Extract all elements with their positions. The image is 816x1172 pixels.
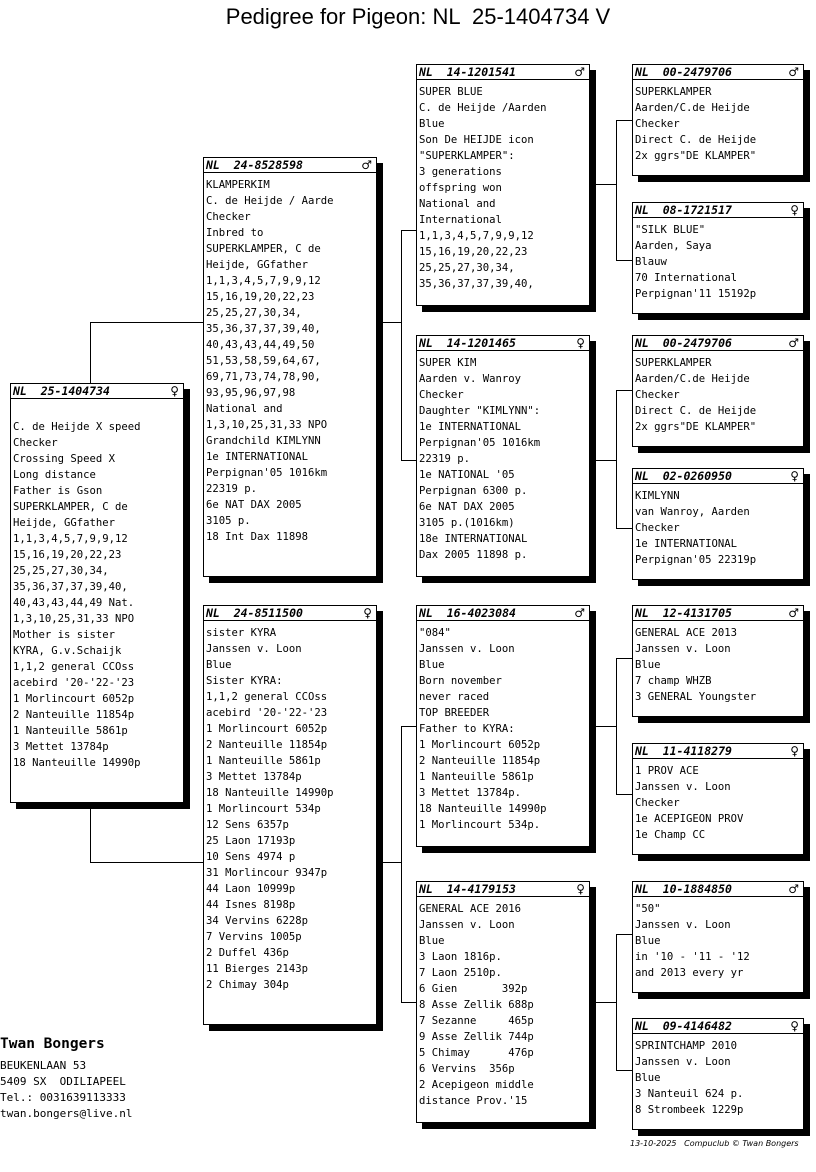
detail-line: 25,25,27,30,34, xyxy=(13,565,109,577)
connector-line xyxy=(616,934,632,935)
pigeon-details xyxy=(633,759,803,843)
pigeon-card-mother xyxy=(203,605,377,1025)
detail-line: 1,1,2 general CCOss xyxy=(13,661,135,673)
ring-number: NL 16-4023084 xyxy=(419,606,516,620)
pigeon-details xyxy=(633,351,803,435)
owner-email: twan.bongers@live.nl xyxy=(0,1107,133,1120)
detail-line: SUPER BLUE xyxy=(419,86,483,98)
detail-line: 6 Vervins 356p xyxy=(419,1063,515,1075)
ring-number: NL 25-1404734 xyxy=(13,384,110,398)
detail-line: 8 Asse Zellik 688p xyxy=(419,999,534,1011)
ring-number-header xyxy=(633,1019,803,1034)
detail-line: Perpignan'05 1016km xyxy=(206,467,328,479)
detail-line: 34 Vervins 6228p xyxy=(206,915,309,927)
pigeon-details xyxy=(633,897,803,981)
detail-line: 1 Morlincourt 6052p xyxy=(206,723,328,735)
connector-line xyxy=(616,120,632,121)
ring-number: NL 11-4118279 xyxy=(635,744,732,758)
pigeon-details xyxy=(633,484,803,568)
detail-line: 44 Isnes 8198p xyxy=(206,899,296,911)
female-symbol-icon: ♀ xyxy=(790,1019,799,1033)
detail-line: Janssen v. Loon xyxy=(206,643,302,655)
detail-line: Father is Gson xyxy=(13,485,103,497)
detail-line: Aarden/C.de Heijde xyxy=(635,102,750,114)
ring-number-header xyxy=(417,65,589,80)
detail-line: Heijde, GGfather xyxy=(13,517,116,529)
detail-line: 1,1,2 general CCOss xyxy=(206,691,328,703)
detail-line: Born november xyxy=(419,675,502,687)
detail-line: 2 Nanteuille 11854p xyxy=(419,755,541,767)
pigeon-card-ggp-3 xyxy=(632,335,804,447)
detail-line: 18 Nanteuille 14990p xyxy=(206,787,334,799)
detail-line: 1 Nanteuille 5861p xyxy=(13,725,128,737)
connector-line xyxy=(596,184,616,185)
detail-line: 93,95,96,97,98 xyxy=(206,387,296,399)
connector-line xyxy=(596,1002,616,1003)
detail-line: Crossing Speed X xyxy=(13,453,116,465)
pigeon-details xyxy=(633,621,803,705)
detail-line: 10 Sens 4974 p xyxy=(206,851,296,863)
connector-line xyxy=(401,230,402,460)
ring-number: NL 14-1201465 xyxy=(419,336,516,350)
connector-line xyxy=(616,390,632,391)
detail-line: 69,71,73,74,78,90, xyxy=(206,371,321,383)
male-symbol-icon: ♂ xyxy=(361,158,372,172)
detail-line: offspring won xyxy=(419,182,502,194)
male-symbol-icon: ♂ xyxy=(788,606,799,620)
owner-info xyxy=(0,1034,132,1122)
detail-line: "50" xyxy=(635,903,661,915)
detail-line: Heijde, GGfather xyxy=(206,259,309,271)
detail-line: 22319 p. xyxy=(206,483,258,495)
detail-line: Janssen v. Loon xyxy=(635,781,731,793)
detail-line: National and xyxy=(419,198,496,210)
connector-line xyxy=(616,658,632,659)
detail-line: Checker xyxy=(635,389,680,401)
pigeon-details xyxy=(417,80,589,292)
connector-line xyxy=(90,862,203,863)
detail-line: Checker xyxy=(206,211,251,223)
detail-line: Long distance xyxy=(13,469,96,481)
ring-number: NL 24-8511500 xyxy=(206,606,303,620)
detail-line xyxy=(13,403,183,419)
detail-line: 2x ggrs"DE KLAMPER" xyxy=(635,421,757,433)
detail-line: 1,1,3,4,5,7,9,9,12 xyxy=(419,230,534,242)
ring-number-header xyxy=(417,882,589,897)
female-symbol-icon: ♀ xyxy=(790,469,799,483)
connector-line xyxy=(401,1002,416,1003)
detail-line: 18 Int Dax 11898 xyxy=(206,531,309,543)
detail-line: 11 Bierges 2143p xyxy=(206,963,309,975)
ring-number-header xyxy=(204,606,376,621)
detail-line: Janssen v. Loon xyxy=(635,919,731,931)
pigeon-card-ggp-5 xyxy=(632,605,804,717)
pigeon-details xyxy=(633,80,803,164)
connector-line xyxy=(90,322,91,384)
detail-line: 1 PROV ACE xyxy=(635,765,699,777)
detail-line: and 2013 every yr xyxy=(635,967,744,979)
detail-line: GENERAL ACE 2013 xyxy=(635,627,738,639)
detail-line: 35,36,37,37,39,40, xyxy=(419,278,534,290)
detail-line: Daughter "KIMLYNN": xyxy=(419,405,541,417)
pigeon-details xyxy=(417,621,589,833)
connector-line xyxy=(596,460,616,461)
detail-line: Aarden v. Wanroy xyxy=(419,373,522,385)
detail-line: 35,36,37,37,39,40, xyxy=(206,323,321,335)
detail-line: 1 Morlincourt 6052p xyxy=(419,739,541,751)
detail-line: Perpignan'05 22319p xyxy=(635,554,757,566)
detail-line: KIMLYNN xyxy=(635,490,680,502)
detail-line: Checker xyxy=(635,797,680,809)
detail-line: 3 Mettet 13784p. xyxy=(419,787,522,799)
female-symbol-icon: ♀ xyxy=(790,203,799,217)
detail-line: 8 Strombeek 1229p xyxy=(635,1104,744,1116)
detail-line: Janssen v. Loon xyxy=(419,919,515,931)
detail-line: KYRA, G.v.Schaijk xyxy=(13,645,122,657)
connector-line xyxy=(616,528,632,529)
detail-line: Blue xyxy=(635,935,661,947)
detail-line: 1 Morlincourt 6052p xyxy=(13,693,135,705)
detail-line: never raced xyxy=(419,691,490,703)
owner-address: BEUKENLAAN 53 xyxy=(0,1059,87,1072)
detail-line: 44 Laon 10999p xyxy=(206,883,296,895)
pigeon-card-ggp-8 xyxy=(632,1018,804,1130)
ring-number: NL 12-4131705 xyxy=(635,606,732,620)
pigeon-card-ggp-7 xyxy=(632,881,804,993)
detail-line: 7 Laon 2510p. xyxy=(419,967,502,979)
male-symbol-icon: ♂ xyxy=(788,65,799,79)
detail-line: Father to KYRA: xyxy=(419,723,515,735)
ring-number-header xyxy=(633,606,803,621)
detail-line: 25,25,27,30,34, xyxy=(206,307,302,319)
detail-line: 1 Morlincourt 534p xyxy=(206,803,321,815)
connector-line xyxy=(401,460,416,461)
detail-line: 15,16,19,20,22,23 xyxy=(206,291,315,303)
detail-line: 3 Laon 1816p. xyxy=(419,951,502,963)
ring-number: NL 10-1884850 xyxy=(635,882,732,896)
connector-line xyxy=(616,794,632,795)
detail-line: 2 Acepigeon middle xyxy=(419,1079,534,1091)
detail-line: Blue xyxy=(635,659,661,671)
detail-line: GENERAL ACE 2016 xyxy=(419,903,522,915)
detail-line: Dax 2005 11898 p. xyxy=(419,549,528,561)
detail-line: Mother is sister xyxy=(13,629,116,641)
detail-line: TOP BREEDER xyxy=(419,707,490,719)
detail-line: 2 Chimay 304p xyxy=(206,979,289,991)
detail-line: 40,43,43,44,49 Nat. xyxy=(13,597,135,609)
detail-line: SUPERKLAMPER, C de xyxy=(206,243,321,255)
detail-line: 18 Nanteuille 14990p xyxy=(419,803,547,815)
detail-line: 1e INTERNATIONAL xyxy=(635,538,738,550)
ring-number-header xyxy=(417,336,589,351)
detail-line: Checker xyxy=(13,437,58,449)
detail-line: International xyxy=(419,214,502,226)
connector-line xyxy=(401,230,416,231)
detail-line: SUPERKLAMPER xyxy=(635,86,712,98)
pigeon-card-ggp-1 xyxy=(632,64,804,176)
male-symbol-icon: ♂ xyxy=(788,336,799,350)
detail-line: Blue xyxy=(419,659,445,671)
ring-number: NL 02-0260950 xyxy=(635,469,732,483)
pigeon-details xyxy=(633,218,803,302)
detail-line: 3 GENERAL Youngster xyxy=(635,691,757,703)
pigeon-details xyxy=(204,173,376,545)
male-symbol-icon: ♂ xyxy=(574,65,585,79)
ring-number-header xyxy=(204,158,376,173)
male-symbol-icon: ♂ xyxy=(574,606,585,620)
ring-number: NL 08-1721517 xyxy=(635,203,732,217)
detail-line: SUPERKLAMPER, C de xyxy=(13,501,128,513)
detail-line: 40,43,43,44,49,50 xyxy=(206,339,315,351)
ring-number: NL 24-8528598 xyxy=(206,158,303,172)
detail-line: sister KYRA xyxy=(206,627,277,639)
detail-line: 1e INTERNATIONAL xyxy=(206,451,309,463)
connector-line xyxy=(616,120,617,260)
detail-line: 15,16,19,20,22,23 xyxy=(13,549,122,561)
connector-line xyxy=(90,808,91,862)
detail-line: Direct C. de Heijde xyxy=(635,405,757,417)
detail-line: Aarden, Saya xyxy=(635,240,712,252)
detail-line: acebird '20-'22-'23 xyxy=(13,677,135,689)
detail-line: 7 Sezanne 465p xyxy=(419,1015,534,1027)
pigeon-card-subject xyxy=(10,383,184,803)
detail-line: Checker xyxy=(635,118,680,130)
detail-line: Janssen v. Loon xyxy=(419,643,515,655)
detail-line: in '10 - '11 - '12 xyxy=(635,951,750,963)
pigeon-card-ggp-6 xyxy=(632,743,804,855)
connector-line xyxy=(616,390,617,528)
detail-line: 25,25,27,30,34, xyxy=(419,262,515,274)
connector-line xyxy=(616,260,632,261)
detail-line: 5 Chimay 476p xyxy=(419,1047,534,1059)
pigeon-details xyxy=(633,1034,803,1118)
detail-line: Direct C. de Heijde xyxy=(635,134,757,146)
detail-line: KLAMPERKIM xyxy=(206,179,270,191)
detail-line: "SILK BLUE" xyxy=(635,224,706,236)
detail-line: 7 Vervins 1005p xyxy=(206,931,302,943)
detail-line: Blue xyxy=(419,935,445,947)
detail-line: van Wanroy, Aarden xyxy=(635,506,750,518)
detail-line: 3 Mettet 13784p xyxy=(13,741,109,753)
detail-line: 6e NAT DAX 2005 xyxy=(206,499,302,511)
detail-line: Grandchild KIMLYNN xyxy=(206,435,321,447)
ring-number-header xyxy=(633,882,803,897)
detail-line: distance Prov.'15 xyxy=(419,1095,528,1107)
connector-line xyxy=(383,862,401,863)
detail-line: Sister KYRA: xyxy=(206,675,283,687)
detail-line: 1 Morlincourt 534p. xyxy=(419,819,541,831)
detail-line: Son De HEIJDE icon xyxy=(419,134,534,146)
ring-number: NL 00-2479706 xyxy=(635,65,732,79)
pigeon-card-gm-paternal xyxy=(416,335,590,577)
ring-number-header xyxy=(633,336,803,351)
connector-line xyxy=(616,1070,632,1071)
detail-line: 51,53,58,59,64,67, xyxy=(206,355,321,367)
detail-line: 1 Nanteuille 5861p xyxy=(206,755,321,767)
detail-line: 3105 p.(1016km) xyxy=(419,517,515,529)
female-symbol-icon: ♀ xyxy=(170,384,179,398)
detail-line: 18e INTERNATIONAL xyxy=(419,533,528,545)
pigeon-card-gf-maternal xyxy=(416,605,590,847)
detail-line: 25 Laon 17193p xyxy=(206,835,296,847)
pigeon-details xyxy=(11,399,183,771)
detail-line: 3 Nanteuil 624 p. xyxy=(635,1088,744,1100)
detail-line: C. de Heijde / Aarde xyxy=(206,195,334,207)
detail-line: 1 Nanteuille 5861p xyxy=(419,771,534,783)
detail-line: Janssen v. Loon xyxy=(635,643,731,655)
detail-line: 15,16,19,20,22,23 xyxy=(419,246,528,258)
detail-line: 1,1,3,4,5,7,9,9,12 xyxy=(13,533,128,545)
ring-number-header xyxy=(633,744,803,759)
detail-line: Perpignan 6300 p. xyxy=(419,485,528,497)
ring-number-header xyxy=(417,606,589,621)
pigeon-card-gf-paternal xyxy=(416,64,590,306)
detail-line: 6 Gien 392p xyxy=(419,983,528,995)
pigeon-card-ggp-4 xyxy=(632,468,804,580)
connector-line xyxy=(401,726,402,1002)
ring-number-header xyxy=(633,469,803,484)
detail-line: Blue xyxy=(635,1072,661,1084)
detail-line: Janssen v. Loon xyxy=(635,1056,731,1068)
detail-line: C. de Heijde /Aarden xyxy=(419,102,547,114)
detail-line: C. de Heijde X speed xyxy=(13,421,141,433)
detail-line: 2 Nanteuille 11854p xyxy=(13,709,135,721)
pigeon-details xyxy=(204,621,376,993)
detail-line: Perpignan'11 15192p xyxy=(635,288,757,300)
pigeon-card-ggp-2 xyxy=(632,202,804,314)
detail-line: 2x ggrs"DE KLAMPER" xyxy=(635,150,757,162)
female-symbol-icon: ♀ xyxy=(790,744,799,758)
detail-line: "SUPERKLAMPER": xyxy=(419,150,515,162)
ring-number: NL 14-1201541 xyxy=(419,65,516,79)
detail-line: 1e NATIONAL '05 xyxy=(419,469,515,481)
detail-line: Perpignan'05 1016km xyxy=(419,437,541,449)
detail-line: 1,1,3,4,5,7,9,9,12 xyxy=(206,275,321,287)
ring-number-header xyxy=(11,384,183,399)
ring-number-header xyxy=(633,203,803,218)
detail-line: 70 International xyxy=(635,272,738,284)
detail-line: 9 Asse Zellik 744p xyxy=(419,1031,534,1043)
female-symbol-icon: ♀ xyxy=(363,606,372,620)
pigeon-details xyxy=(417,897,589,1109)
connector-line xyxy=(616,934,617,1070)
detail-line: 3105 p. xyxy=(206,515,251,527)
male-symbol-icon: ♂ xyxy=(788,882,799,896)
ring-number: NL 00-2479706 xyxy=(635,336,732,350)
detail-line: Blue xyxy=(206,659,232,671)
detail-line: SPRINTCHAMP 2010 xyxy=(635,1040,738,1052)
owner-postcode: 5409 SX ODILIAPEEL xyxy=(0,1075,126,1088)
detail-line: Aarden/C.de Heijde xyxy=(635,373,750,385)
detail-line: 7 champ WHZB xyxy=(635,675,712,687)
detail-line: 1e INTERNATIONAL xyxy=(419,421,522,433)
detail-line: 3 Mettet 13784p xyxy=(206,771,302,783)
detail-line: 2 Duffel 436p xyxy=(206,947,289,959)
pigeon-card-father xyxy=(203,157,377,577)
connector-line xyxy=(401,726,416,727)
detail-line: 31 Morlincour 9347p xyxy=(206,867,328,879)
detail-line: Inbred to xyxy=(206,227,264,239)
detail-line: "084" xyxy=(419,627,451,639)
detail-line: 6e NAT DAX 2005 xyxy=(419,501,515,513)
ring-number-header xyxy=(633,65,803,80)
detail-line: 1,3,10,25,31,33 NPO xyxy=(206,419,328,431)
detail-line: acebird '20-'22-'23 xyxy=(206,707,328,719)
footer-credit: 13-10-2025 Compuclub © Twan Bongers xyxy=(630,1139,799,1148)
connector-line xyxy=(616,658,617,794)
connector-line xyxy=(596,726,616,727)
connector-line xyxy=(383,322,401,323)
pigeon-details xyxy=(417,351,589,563)
detail-line: Checker xyxy=(635,522,680,534)
detail-line: 18 Nanteuille 14990p xyxy=(13,757,141,769)
detail-line: 1,3,10,25,31,33 NPO xyxy=(13,613,135,625)
ring-number: NL 09-4146482 xyxy=(635,1019,732,1033)
detail-line: Blue xyxy=(419,118,445,130)
detail-line: 2 Nanteuille 11854p xyxy=(206,739,328,751)
connector-line xyxy=(90,322,203,323)
pigeon-card-gm-maternal xyxy=(416,881,590,1123)
detail-line: 12 Sens 6357p xyxy=(206,819,289,831)
detail-line: National and xyxy=(206,403,283,415)
female-symbol-icon: ♀ xyxy=(576,336,585,350)
owner-phone: Tel.: 0031639113333 xyxy=(0,1091,126,1104)
page-title: Pedigree for Pigeon: NL 25-1404734 V xyxy=(225,4,611,29)
detail-line: SUPER KIM xyxy=(419,357,477,369)
owner-name: Twan Bongers xyxy=(0,1036,105,1052)
detail-line: 22319 p. xyxy=(419,453,471,465)
ring-number: NL 14-4179153 xyxy=(419,882,516,896)
detail-line: SUPERKLAMPER xyxy=(635,357,712,369)
detail-line: 1e ACEPIGEON PROV xyxy=(635,813,744,825)
detail-line: Blauw xyxy=(635,256,667,268)
detail-line: Checker xyxy=(419,389,464,401)
detail-line: 35,36,37,37,39,40, xyxy=(13,581,128,593)
female-symbol-icon: ♀ xyxy=(576,882,585,896)
detail-line: 3 generations xyxy=(419,166,502,178)
detail-line: 1e Champ CC xyxy=(635,829,706,841)
